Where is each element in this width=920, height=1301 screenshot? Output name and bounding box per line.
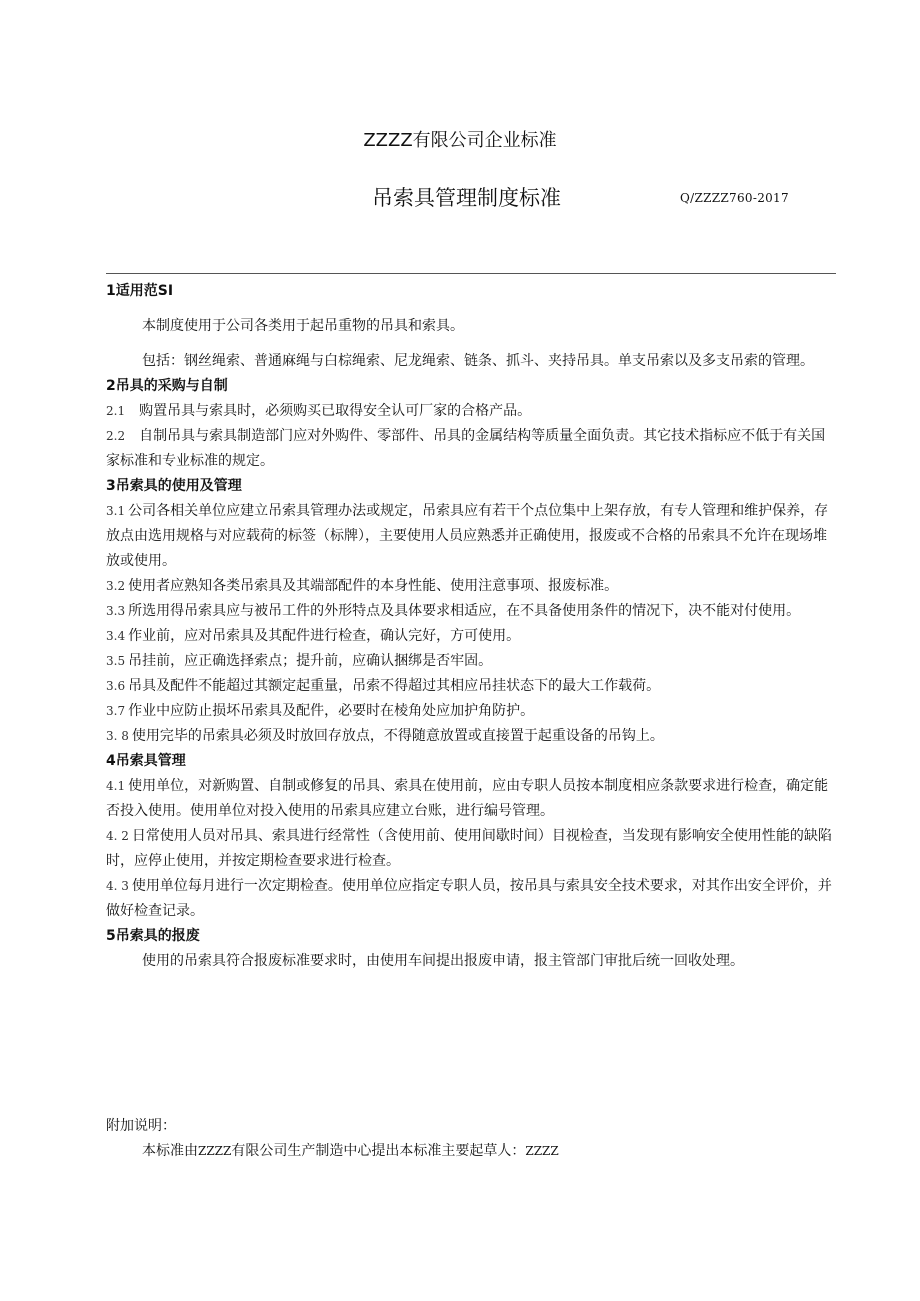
clause-item [106, 774, 836, 824]
appendix-text-before: 本标准由 [142, 1143, 198, 1159]
appendix-text-middle: 有限公司生产制造中心提出本标准主要起草人： [231, 1143, 526, 1159]
header-divider [106, 273, 836, 274]
clause-text: 使用单位每月进行一次定期检查。使用单位应指定专职人员，按吊具与索具安全技术要求，对其作出安全评价，并做好检查记录。 [106, 878, 832, 919]
section-2-heading: 2吊具的采购与自制 [106, 378, 228, 394]
clause-number: 3.7 [106, 704, 126, 718]
clause-text: 日常使用人员对吊具、索具进行经常性（含使用前、使用间歇时间）目视检查，当发现有影响安全使用性能的缺陷时，应停止使用，并按定期检查要求进行检查。 [106, 828, 832, 869]
clause-text: 吊挂前，应正确选择索点；提升前，应确认捆绑是否牢固。 [128, 653, 493, 669]
company-standard-title: ZZZZ有限公司企业标准 [363, 130, 557, 151]
clause-text: 作业前，应对吊索具及其配件进行检查，确认完好，方可使用。 [128, 628, 521, 644]
clause-text: 购置吊具与索具时，必须购买已取得安全认可厂家的合格产品。 [139, 403, 532, 419]
clause-item [106, 649, 836, 674]
clause-number: 2.1 [106, 404, 126, 418]
appendix-text [106, 1139, 836, 1164]
clause-item [106, 424, 836, 474]
appendix-company-code: ZZZZ [198, 1144, 232, 1158]
clause-text: 使用单位，对新购置、自制或修复的吊具、索具在使用前，应由专职人员按本制度相应条款要求进行检查，确定能否投入使用。使用单位对投入使用的吊索具应建立台账，进行编号管理。 [106, 778, 829, 819]
section-1-heading: 1适用范SI [106, 283, 174, 299]
section-4-heading: 4吊索具管理 [106, 753, 186, 769]
clause-text: 使用完毕的吊索具必须及时放回存放点，不得随意放置或直接置于起重设备的吊钩上。 [131, 728, 664, 744]
clause-text: 自制吊具与索具制造部门应对外购件、零部件、吊具的金属结构等质量全面负责。其它技术指标应不低于有关国家标准和专业标准的规定。 [106, 428, 826, 469]
clause-item [106, 599, 836, 624]
clause-item [106, 699, 836, 724]
section-5-paragraph: 使用的吊索具符合报废标准要求时，由使用车间提出报废申请，报主管部门审批后统一回收处理。 [142, 953, 744, 969]
clause-text: 公司各相关单位应建立吊索具管理办法或规定，吊索具应有若干个点位集中上架存放，有专人管理和维护保养，存放点由选用规格与对应载荷的标签（标牌），主要使用人员应熟悉并正确使用，报废或不合格的吊索具不允许在现场堆放或使用。 [106, 503, 829, 569]
clause-number: 3.1 [106, 504, 126, 518]
appendix-label: 附加说明： [106, 1118, 176, 1134]
clause-text: 所选用得吊索具应与被吊工件的外形特点及具体要求相适应，在不具备使用条件的情况下，决不能对付使用。 [128, 603, 801, 619]
appendix-drafter: ZZZZ [525, 1144, 559, 1158]
clause-item [106, 824, 836, 874]
clause-item [106, 624, 836, 649]
clause-item [106, 399, 836, 424]
section-5-heading: 5吊索具的报废 [106, 928, 200, 944]
appendix [106, 1114, 836, 1164]
clause-item [106, 874, 836, 924]
clause-number: 4. 2 [106, 829, 129, 843]
section-3-heading: 3吊索具的使用及管理 [106, 478, 242, 494]
clause-number: 3.4 [106, 629, 126, 643]
section-1-paragraph: 包括：钢丝绳索、普通麻绳与白棕绳索、尼龙绳索、链条、抓斗、夹持吊具。单支吊索以及多支吊索的管理。 [142, 353, 814, 369]
clause-text: 使用者应熟知各类吊索具及其端部配件的本身性能、使用注意事项、报废标准。 [128, 578, 619, 594]
clause-number: 4. 3 [106, 879, 129, 893]
clause-number: 4.1 [106, 779, 126, 793]
clause-number: 3.6 [106, 679, 126, 693]
clause-item [106, 499, 836, 574]
clause-text: 作业中应防止损坏吊索具及配件，必要时在棱角处应加护角防护。 [128, 703, 535, 719]
document-body [106, 279, 836, 974]
clause-text: 吊具及配件不能超过其额定起重量，吊索不得超过其相应吊挂状态下的最大工作载荷。 [128, 678, 661, 694]
clause-item [106, 574, 836, 599]
clause-number: 2.2 [106, 429, 126, 443]
clause-number: 3.5 [106, 654, 126, 668]
document-title: 吊索具管理制度标准 [372, 186, 561, 210]
clause-number: 3. 8 [106, 729, 129, 743]
clause-item [106, 724, 836, 749]
clause-number: 3.2 [106, 579, 126, 593]
standard-code: Q/ZZZZ760-2017 [680, 191, 789, 205]
clause-item [106, 674, 836, 699]
section-1-paragraph: 本制度使用于公司各类用于起吊重物的吊具和索具。 [142, 318, 464, 334]
clause-number: 3.3 [106, 604, 126, 618]
